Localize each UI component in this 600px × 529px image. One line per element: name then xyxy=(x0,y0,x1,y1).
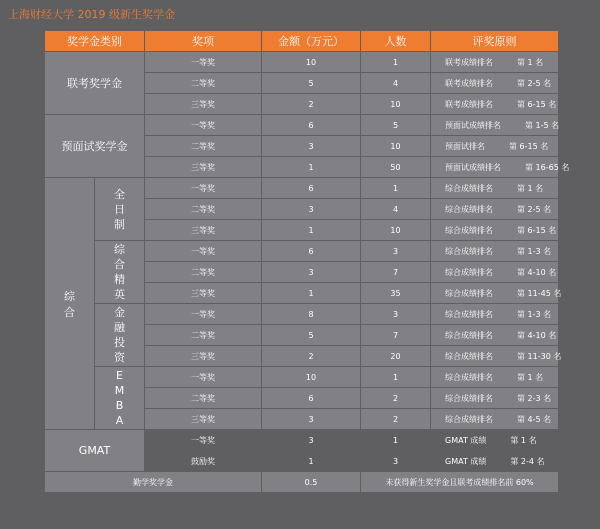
award-cell: 二等奖 xyxy=(145,136,262,157)
award-cell: 二等奖 xyxy=(145,388,262,409)
rank-text: 第 2-3 名 xyxy=(517,393,552,403)
scholarship-table xyxy=(44,30,570,493)
count-cell: 7 xyxy=(361,325,431,346)
award-cell: 三等奖 xyxy=(145,409,262,430)
count-cell: 2 xyxy=(361,409,431,430)
principle-cell xyxy=(431,367,559,388)
award-cell: 鼓励奖 xyxy=(145,451,262,472)
count-cell: 1 xyxy=(361,367,431,388)
award-cell: 二等奖 xyxy=(145,199,262,220)
header-award: 奖项 xyxy=(145,31,262,52)
principle-cell xyxy=(431,178,559,199)
principle-cell xyxy=(431,220,559,241)
award-cell: 一等奖 xyxy=(145,178,262,199)
subcategory-emba xyxy=(95,367,145,430)
table-row-bottom xyxy=(45,472,559,493)
count-cell: 4 xyxy=(361,199,431,220)
award-cell: 一等奖 xyxy=(145,115,262,136)
award-cell: 二等奖 xyxy=(145,73,262,94)
page-title: 上海财经大学 2019 级新生奖学金 xyxy=(8,8,175,21)
subcategory-zonghejingying xyxy=(95,241,145,304)
principle-cell xyxy=(431,157,570,178)
amount-cell: 10 xyxy=(262,52,361,73)
rule-text: 综合成绩排名 xyxy=(445,309,493,319)
award-cell: 三等奖 xyxy=(145,157,262,178)
rule-text: 综合成绩排名 xyxy=(445,183,493,193)
count-cell: 3 xyxy=(361,451,431,472)
rule-text: 综合成绩排名 xyxy=(445,372,493,382)
count-cell: 1 xyxy=(361,430,431,451)
count-cell: 5 xyxy=(361,115,431,136)
rule-text: 联考成绩排名 xyxy=(445,99,493,109)
award-cell: 三等奖 xyxy=(145,346,262,367)
amount-cell: 1 xyxy=(262,283,361,304)
rank-text: 第 1 名 xyxy=(517,183,544,193)
category-zonghe-label: 综合 xyxy=(64,289,75,319)
amount-cell: 5 xyxy=(262,73,361,94)
amount-cell: 6 xyxy=(262,241,361,262)
award-cell: 三等奖 xyxy=(145,220,262,241)
principle-cell xyxy=(431,325,559,346)
rule-text: 预面试成绩排名 xyxy=(445,162,501,172)
amount-cell: 10 xyxy=(262,367,361,388)
category-liankao: 联考奖学金 xyxy=(45,52,145,115)
count-cell: 1 xyxy=(361,52,431,73)
count-cell: 2 xyxy=(361,388,431,409)
table-row xyxy=(45,367,559,388)
principle-cell xyxy=(431,241,559,262)
count-cell: 50 xyxy=(361,157,431,178)
rank-text: 第 1 名 xyxy=(517,372,544,382)
header-principle: 评奖原则 xyxy=(431,31,559,52)
header-count: 人数 xyxy=(361,31,431,52)
rule-text: 联考成绩排名 xyxy=(445,78,493,88)
rule-text: 综合成绩排名 xyxy=(445,330,493,340)
category-gmat: GMAT xyxy=(45,430,145,472)
rank-text: 第 4-10 名 xyxy=(517,330,557,340)
principle-cell xyxy=(431,304,559,325)
table-row xyxy=(45,304,559,325)
count-cell: 10 xyxy=(361,220,431,241)
table-row xyxy=(45,115,559,136)
count-cell: 3 xyxy=(361,304,431,325)
rule-text: 综合成绩排名 xyxy=(445,351,493,361)
principle-cell xyxy=(431,451,559,472)
award-cell: 三等奖 xyxy=(145,94,262,115)
amount-cell: 5 xyxy=(262,325,361,346)
rule-text: 预面试成绩排名 xyxy=(445,120,501,130)
rank-text: 第 6-15 名 xyxy=(517,225,557,235)
principle-cell xyxy=(431,115,559,136)
principle-cell xyxy=(431,136,559,157)
amount-cell: 6 xyxy=(262,178,361,199)
rule-text: GMAT 成绩 xyxy=(445,456,487,466)
rule-text: 综合成绩排名 xyxy=(445,288,493,298)
subcategory-jinrongtouzi-label: 金融投资 xyxy=(114,306,125,364)
rank-text: 第 1 名 xyxy=(517,57,544,67)
principle-cell xyxy=(431,262,559,283)
bottom-name-cell: 勤学奖学金 xyxy=(45,472,262,493)
header-category: 奖学金类别 xyxy=(45,31,145,52)
rank-text: 第 6-15 名 xyxy=(509,141,549,151)
rank-text: 第 16-65 名 xyxy=(525,162,570,172)
count-cell: 3 xyxy=(361,241,431,262)
principle-cell xyxy=(431,388,559,409)
header-amount: 金额（万元） xyxy=(262,31,361,52)
amount-cell: 2 xyxy=(262,346,361,367)
table-row xyxy=(45,178,559,199)
rank-text: 第 2-5 名 xyxy=(517,78,552,88)
award-cell: 一等奖 xyxy=(145,52,262,73)
principle-cell xyxy=(431,199,559,220)
subcategory-emba-label: EMBA xyxy=(114,369,125,427)
amount-cell: 1 xyxy=(262,451,361,472)
count-cell: 1 xyxy=(361,178,431,199)
rank-text: 第 1 名 xyxy=(510,435,537,445)
count-cell: 10 xyxy=(361,136,431,157)
rule-text: 综合成绩排名 xyxy=(445,393,493,403)
rank-text: 第 4-5 名 xyxy=(517,414,552,424)
rule-text: 综合成绩排名 xyxy=(445,204,493,214)
principle-cell xyxy=(431,409,559,430)
award-cell: 一等奖 xyxy=(145,241,262,262)
count-cell: 7 xyxy=(361,262,431,283)
count-cell: 4 xyxy=(361,73,431,94)
principle-cell xyxy=(431,94,559,115)
rank-text: 第 1-5 名 xyxy=(525,120,560,130)
rule-text: 综合成绩排名 xyxy=(445,246,493,256)
rank-text: 第 6-15 名 xyxy=(517,99,557,109)
principle-cell xyxy=(431,73,559,94)
count-cell: 20 xyxy=(361,346,431,367)
principle-cell xyxy=(431,283,562,304)
subcategory-zonghejingying-label: 综合精英 xyxy=(114,243,125,301)
rank-text: 第 2-4 名 xyxy=(510,456,545,466)
subcategory-quanrizhi-label: 全日制 xyxy=(114,187,125,231)
subcategory-jinrongtouzi xyxy=(95,304,145,367)
amount-cell: 6 xyxy=(262,388,361,409)
principle-cell xyxy=(431,52,559,73)
award-cell: 二等奖 xyxy=(145,325,262,346)
amount-cell: 8 xyxy=(262,304,361,325)
count-cell: 35 xyxy=(361,283,431,304)
principle-cell xyxy=(431,430,559,451)
rank-text: 第 11-30 名 xyxy=(517,351,562,361)
rule-text: 综合成绩排名 xyxy=(445,225,493,235)
table-row xyxy=(45,241,559,262)
award-cell: 一等奖 xyxy=(145,430,262,451)
amount-cell: 3 xyxy=(262,430,361,451)
table-row xyxy=(45,52,559,73)
rule-text: 预面试排名 xyxy=(445,141,485,151)
principle-cell xyxy=(431,346,562,367)
count-cell: 10 xyxy=(361,94,431,115)
rule-text: 综合成绩排名 xyxy=(445,414,493,424)
rank-text: 第 4-10 名 xyxy=(517,267,557,277)
subcategory-quanrizhi xyxy=(95,178,145,241)
amount-cell: 2 xyxy=(262,94,361,115)
rule-text: 综合成绩排名 xyxy=(445,267,493,277)
bottom-rule-cell: 未获得新生奖学金且联考成绩排名前 60% xyxy=(361,472,559,493)
rule-text: GMAT 成绩 xyxy=(445,435,487,445)
amount-cell: 1 xyxy=(262,220,361,241)
rank-text: 第 11-45 名 xyxy=(517,288,562,298)
amount-cell: 3 xyxy=(262,136,361,157)
category-zonghe xyxy=(45,178,95,430)
award-cell: 三等奖 xyxy=(145,283,262,304)
amount-cell: 6 xyxy=(262,115,361,136)
rank-text: 第 2-5 名 xyxy=(517,204,552,214)
bottom-amount-cell: 0.5 xyxy=(262,472,361,493)
award-cell: 二等奖 xyxy=(145,262,262,283)
table-header-row xyxy=(45,31,559,52)
rank-text: 第 1-3 名 xyxy=(517,246,552,256)
rank-text: 第 1-3 名 xyxy=(517,309,552,319)
rule-text: 联考成绩排名 xyxy=(445,57,493,67)
amount-cell: 3 xyxy=(262,262,361,283)
amount-cell: 3 xyxy=(262,409,361,430)
category-yumianshi: 预面试奖学金 xyxy=(45,115,145,178)
amount-cell: 3 xyxy=(262,199,361,220)
table-row xyxy=(45,430,559,451)
amount-cell: 1 xyxy=(262,157,361,178)
award-cell: 一等奖 xyxy=(145,304,262,325)
award-cell: 一等奖 xyxy=(145,367,262,388)
